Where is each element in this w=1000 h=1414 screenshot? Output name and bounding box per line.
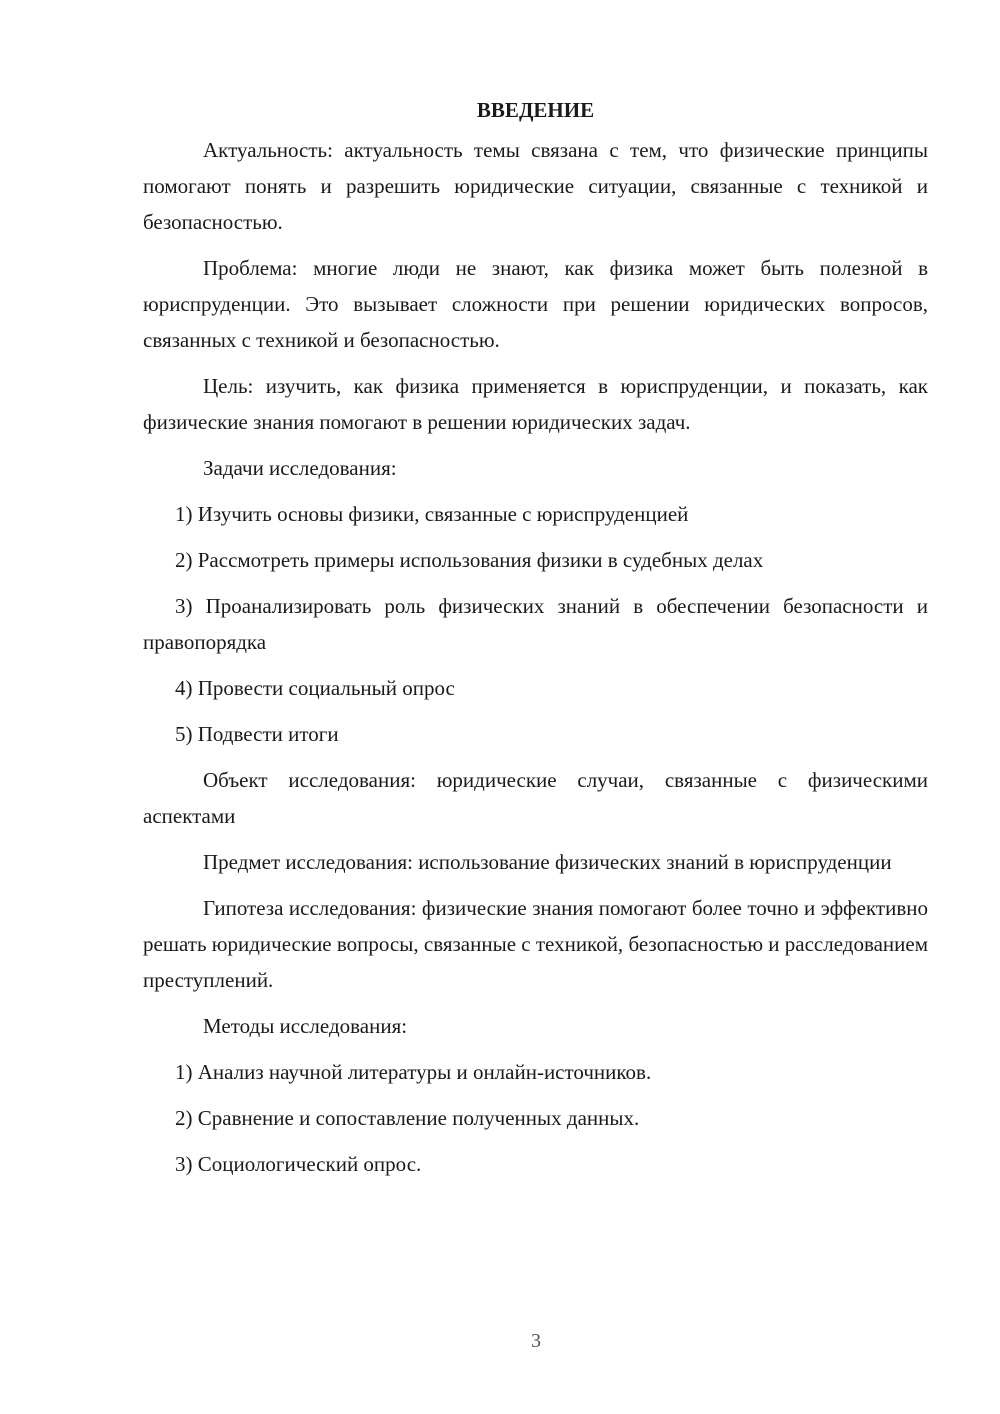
task-item-1: 1) Изучить основы физики, связанные с юриспруденцией [175, 502, 689, 526]
method-item-3: 3) Социологический опрос. [175, 1152, 422, 1176]
page-heading: ВВЕДЕНИЕ [476, 98, 595, 122]
goal-paragraph: Цель: изучить, как физика применяется в юриспруденции, и показать, как физические знания помогают в решении юридических задач. [143, 374, 928, 434]
task-item-2: 2) Рассмотреть примеры использования физики в судебных делах [175, 548, 764, 572]
object-paragraph: Объект исследования: юридические случаи, связанные с физическими аспектами [143, 768, 928, 828]
hypothesis-paragraph: Гипотеза исследования: физические знания помогают более точно и эффективно решать юридические вопросы, связанные с техникой, безопасностью и расследованием преступлений. [143, 896, 928, 992]
subject-paragraph: Предмет исследования: использование физических знаний в юриспруденции [203, 850, 892, 874]
task-item-4: 4) Провести социальный опрос [175, 676, 455, 700]
problem-paragraph: Проблема: многие люди не знают, как физика может быть полезной в юриспруденции. Это вызывает сложности при решении юридических вопросов, связанных с техникой и безопасностью. [143, 256, 928, 352]
task-item-5: 5) Подвести итоги [175, 722, 339, 746]
task-item-3: 3) Проанализировать роль физических знаний в обеспечении безопасности и правопорядка [143, 594, 928, 654]
document-page [143, 92, 928, 1192]
method-item-2: 2) Сравнение и сопоставление полученных данных. [175, 1106, 640, 1130]
methods-title: Методы исследования: [203, 1014, 408, 1038]
tasks-title: Задачи исследования: [203, 456, 397, 480]
method-item-1: 1) Анализ научной литературы и онлайн-источников. [175, 1060, 652, 1084]
page-number: 3 [531, 1330, 541, 1352]
relevance-paragraph: Актуальность: актуальность темы связана с тем, что физические принципы помогают понять и разрешить юридические ситуации, связанные с техникой и безопасностью. [143, 138, 928, 234]
